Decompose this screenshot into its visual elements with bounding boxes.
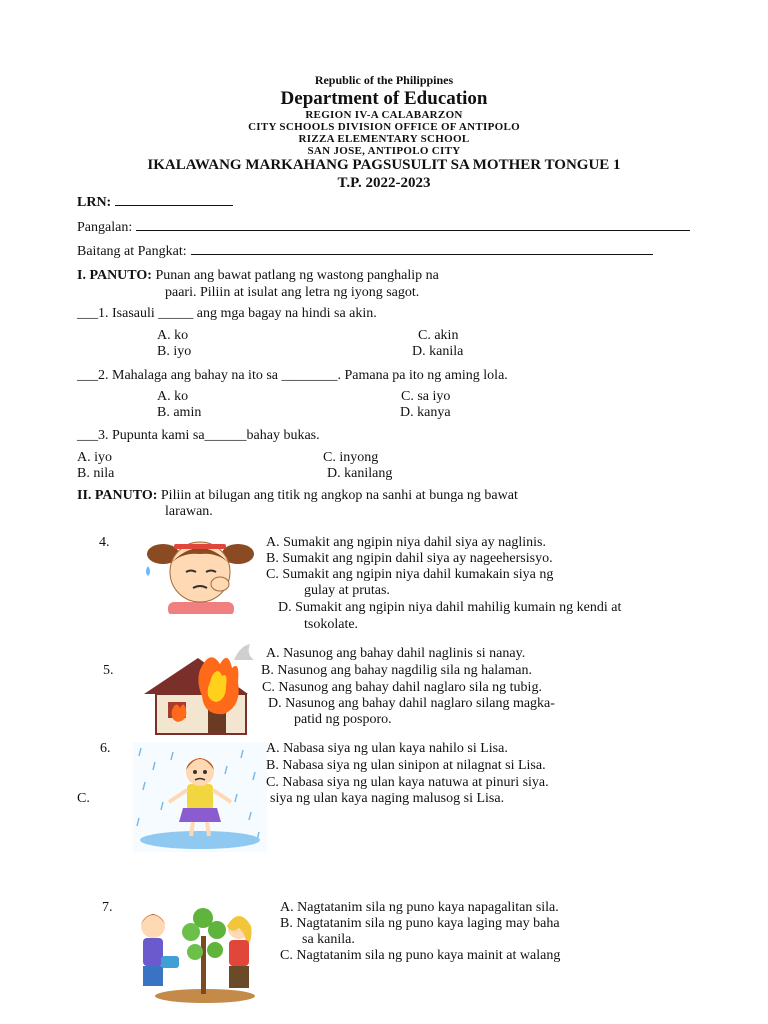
part1-instruction-line1: Punan ang bawat patlang ng wastong panghalip na — [155, 268, 439, 283]
q2-choice-a[interactable]: A. ko — [157, 389, 189, 404]
q3-choice-c[interactable]: C. inyong — [323, 450, 379, 465]
part1-instruction — [77, 268, 439, 284]
girl-in-rain-image — [133, 742, 267, 852]
q7-choice-a[interactable]: A. Nagtatanim sila ng puno kaya napagalitan sila. — [280, 900, 559, 915]
republic-line: Republic of the Philippines — [314, 73, 454, 87]
school-year: T.P. 2022-2023 — [337, 175, 431, 191]
q6-choice-a[interactable]: A. Nabasa siya ng ulan kaya nahilo si Lisa. — [266, 741, 508, 756]
q1-choice-d[interactable]: D. kanila — [412, 344, 464, 359]
q1-stem: ___1. Isasauli _____ ang mga bagay na hindi sa akin. — [77, 306, 377, 321]
q5-choice-a[interactable]: A. Nasunog ang bahay dahil naglinis si nanay. — [266, 646, 526, 661]
q3-choice-d[interactable]: D. kanilang — [327, 466, 393, 481]
lrn-label: LRN: — [77, 195, 112, 210]
q1-choice-a[interactable]: A. ko — [157, 328, 189, 343]
q1-choice-c[interactable]: C. akin — [418, 328, 459, 343]
grade-section-label: Baitang at Pangkat: — [77, 244, 187, 259]
part2-instruction-line1: Piliin at bilugan ang titik ng angkop na sanhi at bunga ng bawat — [160, 488, 518, 503]
q6-choice-d-prefix: C. — [77, 791, 90, 806]
school-line: RIZZA ELEMENTARY SCHOOL — [298, 133, 470, 145]
department-title: Department of Education — [280, 88, 488, 109]
q4-choice-b[interactable]: B. Sumakit ang ngipin dahil siya ay nageehersisyo. — [266, 551, 553, 566]
q5-choice-b[interactable]: B. Nasunog ang bahay nagdilig sila ng halaman. — [261, 663, 532, 678]
part1-instruction-line2: paari. Piliin at isulat ang letra ng iyong sagot. — [165, 285, 420, 300]
region-line: REGION IV-A CALABARZON — [305, 109, 463, 121]
q2-stem: ___2. Mahalaga ang bahay na ito sa ________. Pamana pa ito ng aming lola. — [77, 368, 508, 383]
q7-choice-b-cont: sa kanila. — [302, 932, 355, 947]
q6-choice-c[interactable]: C. Nabasa siya ng ulan kaya natuwa at pinuri siya. — [266, 775, 549, 790]
q6-choice-d[interactable]: siya ng ulan kaya naging malusog si Lisa. — [270, 791, 505, 806]
q4-choice-a[interactable]: A. Sumakit ang ngipin niya dahil siya ay naglinis. — [266, 535, 546, 550]
q3-choice-a[interactable]: A. iyo — [77, 450, 112, 465]
name-label: Pangalan: — [77, 220, 133, 235]
address-line: SAN JOSE, ANTIPOLO CITY — [307, 145, 461, 157]
lrn-field — [77, 195, 233, 211]
name-blank[interactable] — [136, 220, 690, 231]
q5-choice-d-cont: patid ng posporo. — [294, 712, 392, 727]
q4-choice-c-cont: gulay at prutas. — [304, 583, 390, 598]
q1-choice-b[interactable]: B. iyo — [157, 344, 192, 359]
name-field — [77, 220, 690, 236]
q7-choice-c[interactable]: C. Nagtatanim sila ng puno kaya mainit at walang — [280, 948, 561, 963]
q5-number: 5. — [103, 663, 114, 678]
q5-choice-c[interactable]: C. Nasunog ang bahay dahil naglaro sila ng tubig. — [262, 680, 542, 695]
division-line: CITY SCHOOLS DIVISION OFFICE OF ANTIPOLO — [248, 121, 520, 133]
q4-number: 4. — [99, 535, 110, 550]
q4-choice-d[interactable]: D. Sumakit ang ngipin niya dahil mahilig kumain ng kendi at — [278, 600, 622, 615]
q6-choice-b[interactable]: B. Nabasa siya ng ulan sinipon at nilagnat si Lisa. — [266, 758, 546, 773]
grade-section-blank[interactable] — [191, 244, 653, 255]
q3-stem: ___3. Pupunta kami sa______bahay bukas. — [77, 428, 320, 443]
q4-choice-d-cont: tsokolate. — [304, 617, 359, 632]
exam-title: IKALAWANG MARKAHANG PAGSUSULIT SA MOTHER TONGUE 1 — [147, 157, 621, 173]
kids-planting-tree-image — [125, 900, 265, 1005]
q2-choice-b[interactable]: B. amin — [157, 405, 202, 420]
q7-number: 7. — [102, 900, 113, 915]
q6-number: 6. — [100, 741, 111, 756]
burning-house-image — [138, 640, 266, 736]
q3-choice-b[interactable]: B. nila — [77, 466, 115, 481]
lrn-blank[interactable] — [115, 195, 233, 206]
q4-choice-c[interactable]: C. Sumakit ang ngipin niya dahil kumakain siya ng — [266, 567, 554, 582]
grade-section-field — [77, 244, 653, 260]
part2-label: II. PANUTO: — [77, 488, 158, 503]
part2-instruction — [77, 488, 518, 504]
part1-label: I. PANUTO: — [77, 268, 152, 283]
q5-choice-d[interactable]: D. Nasunog ang bahay dahil naglaro silang magka- — [268, 696, 555, 711]
toothache-girl-image — [138, 534, 268, 614]
q7-choice-b[interactable]: B. Nagtatanim sila ng puno kaya laging may baha — [280, 916, 560, 931]
part2-instruction-line2: larawan. — [165, 504, 213, 519]
q2-choice-d[interactable]: D. kanya — [400, 405, 451, 420]
q2-choice-c[interactable]: C. sa iyo — [401, 389, 451, 404]
